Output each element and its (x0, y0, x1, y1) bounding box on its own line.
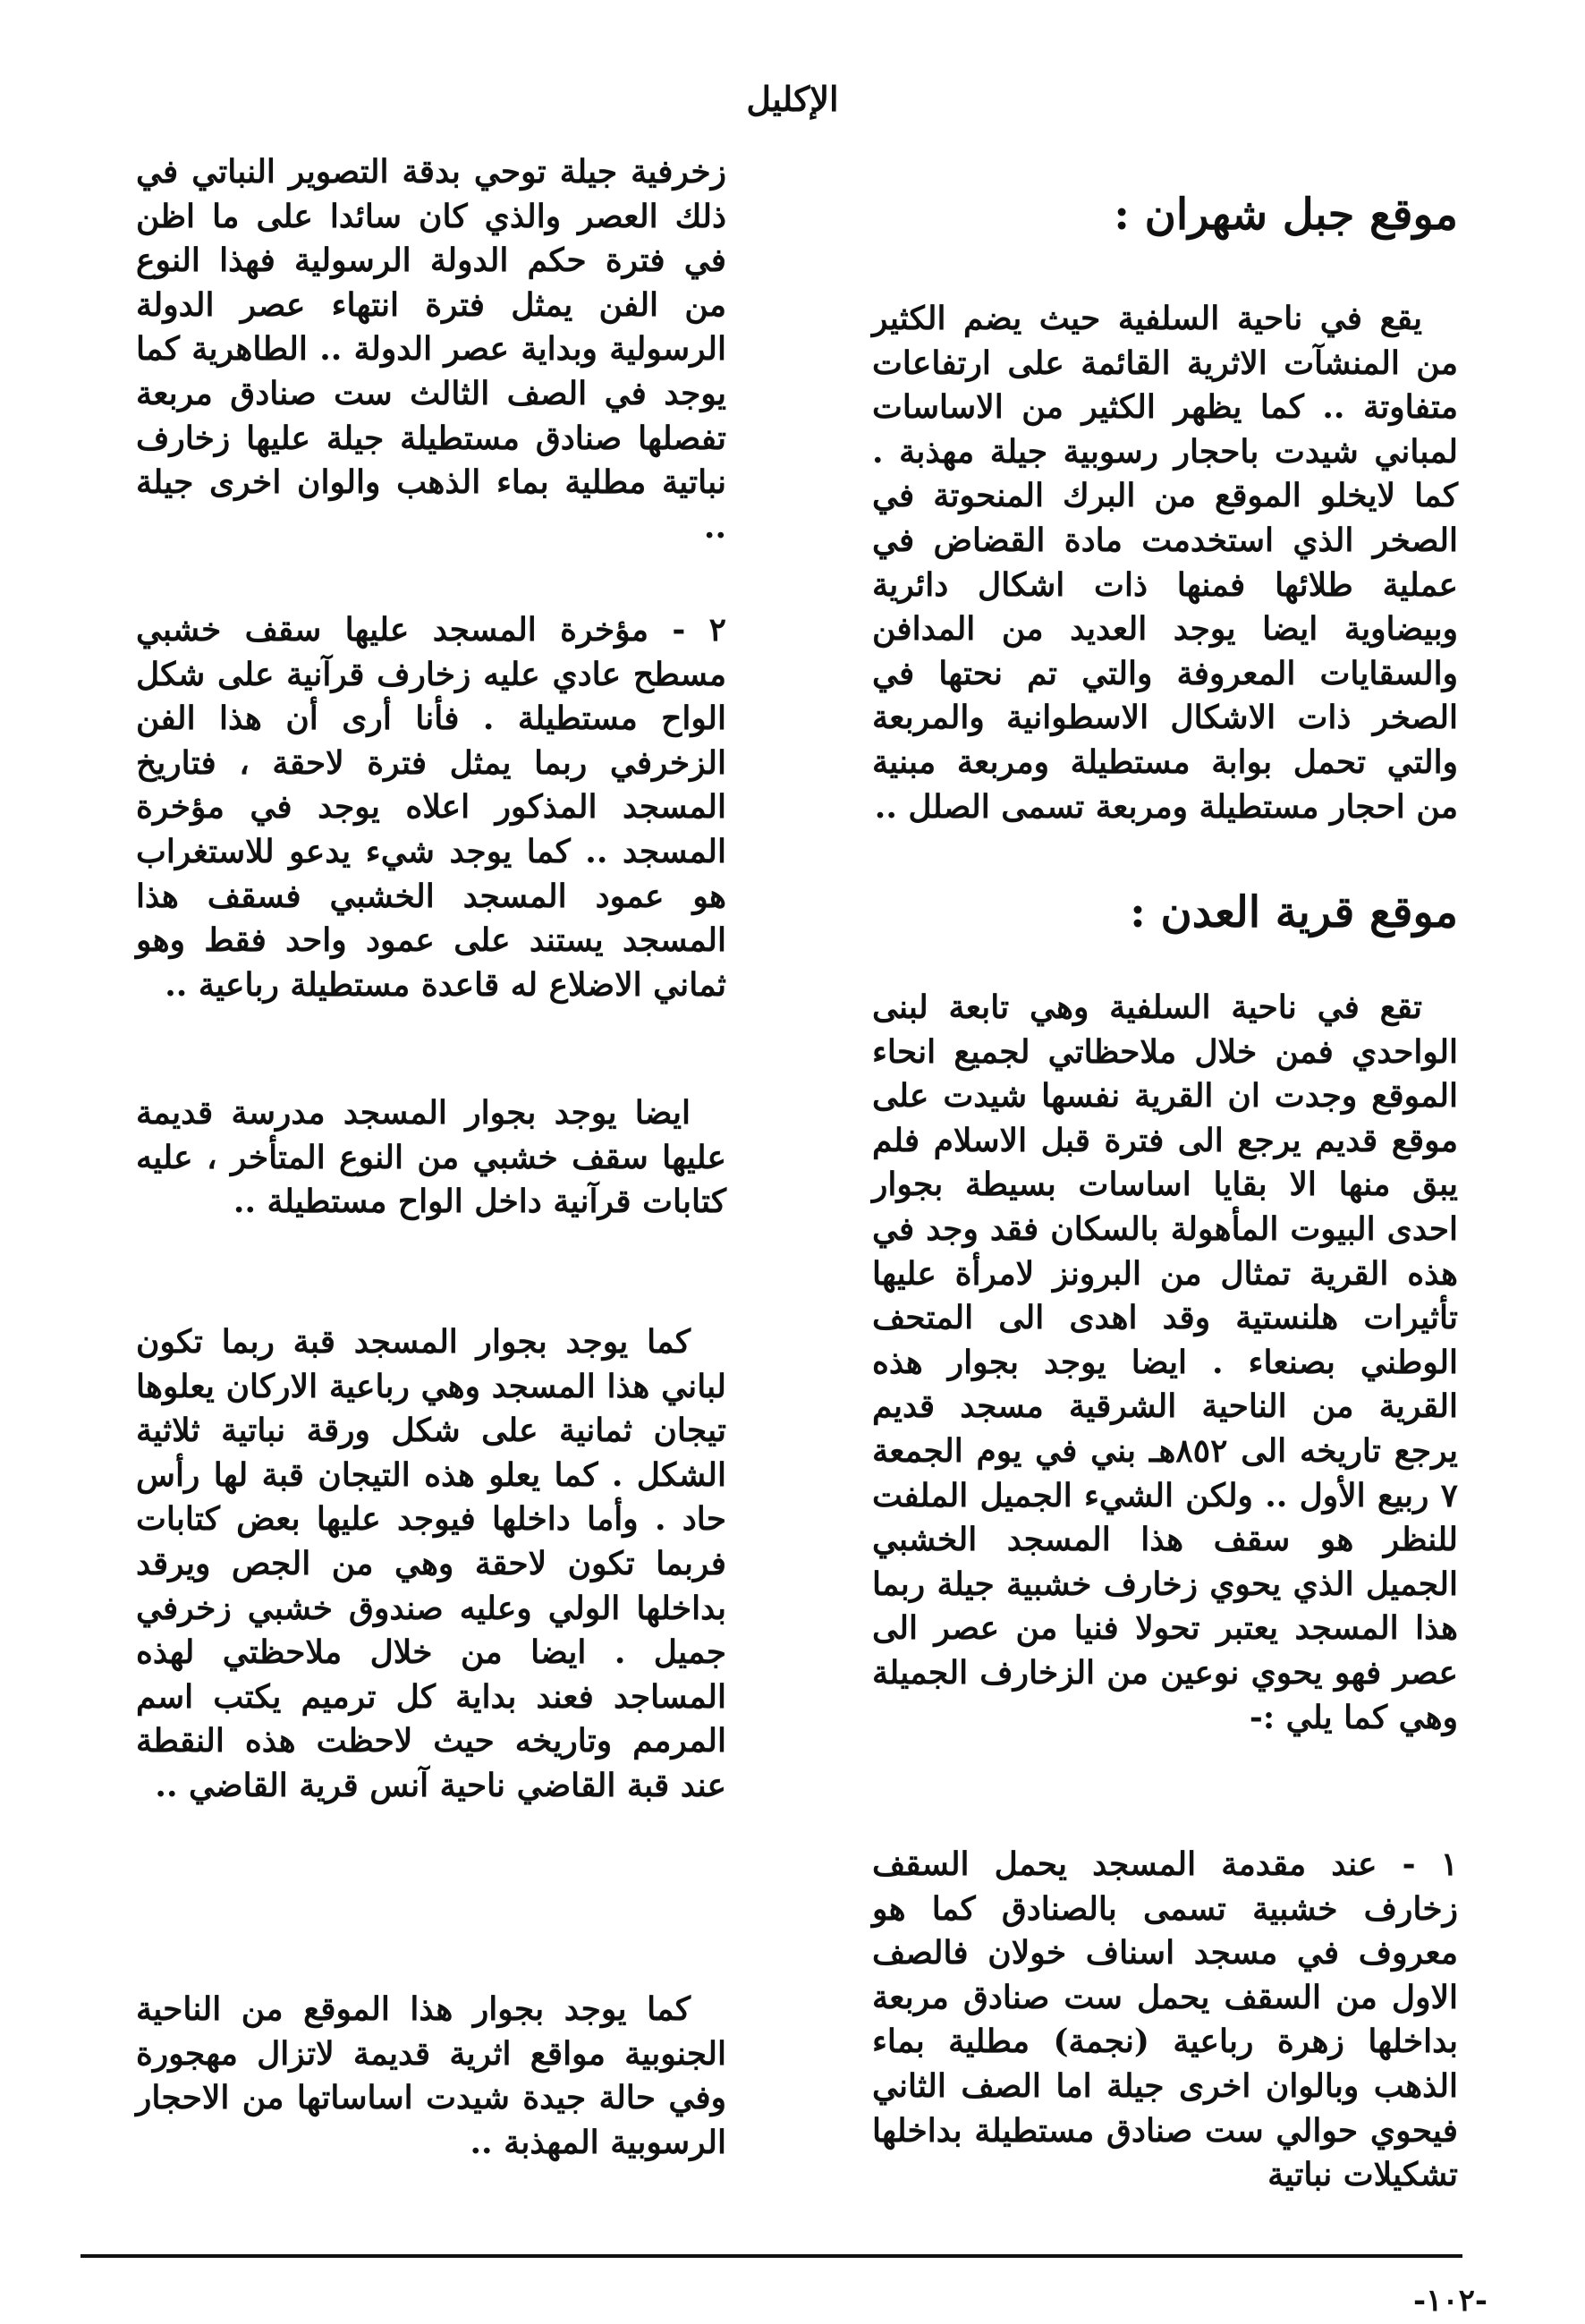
paragraph-continuation: زخرفية جيلة توحي بدقة التصوير النباتي في ذلك العصر والذي كان سائدا على ما اظن في فترة حكم الدولة الرسولية فهذا النوع من الفن يمثل فترة انتهاء عصر الدولة الرسولية وبداية عصر الدولة .. الطاهرية كما يوجد في الصف الثالث ست صنادق مربعة تفصلها صنادق مستطيلة جيلة عليها زخارف نباتية مطلية بماء الذهب والوان اخرى جيلة .. (136, 153, 726, 546)
section-heading-jabal-shahran: موقع جبل شهران : (1114, 190, 1458, 240)
running-header: الإكليل (746, 79, 839, 119)
footer-rule (81, 2254, 1462, 2258)
left-column-block-5 (136, 1988, 726, 2165)
paragraph-dome: كما يوجد بجوار المسجد قبة ربما تكون لباني هذا المسجد وهي رباعية الاركان يعلوها تيجان ثمانية على شكل ورقة نباتية ثلاثية الشكل . كما يعلو هذه التيجان قبة لها رأس حاد . وأما داخلها فيوجد عليها بعض كتابات فربما تكون لاحقة وهي من الجص ويرقد بداخلها الولي وعليه صندوق خشبي زخرفي جميل . ايضا من خلال ملاحظتي لهذه المساجد فعند بداية كل ترميم يكتب اسم المرمم وتاريخه حيث لاحظت هذه النقطة عند قبة القاضي ناحية آنس قرية القاضي .. (136, 1323, 726, 1804)
page-number: -١٠٢- (1413, 2283, 1488, 2319)
paragraph-southern-sites: كما يوجد بجوار هذا الموقع من الناحية الجنوبية مواقع اثرية قديمة لاتزال مهجورة وفي حالة جيدة شيدت اساساتها من الاحجار الرسوبية المهذبة .. (136, 1990, 726, 2161)
left-column-block-2 (136, 608, 726, 1007)
right-column-block-1 (872, 297, 1458, 829)
right-column-block-2 (872, 986, 1458, 1740)
section-heading-qaryat-aladan: موقع قرية العدن : (1130, 887, 1458, 937)
paragraph-mosque-rear: ٢ - مؤخرة المسجد عليها سقف خشبي مسطح عادي عليه زخارف قرآنية على شكل الواح مستطيلة . فأنا أرى أن هذا الفن الزخرفي ربما يمثل فترة لاحقة ، فتاريخ المسجد المذكور اعلاه يوجد في مؤخرة المسجد .. كما يوجد شيء يدعو للاستغراب هو عمود المسجد الخشبي فسقف هذا المسجد يستند على عمود واحد فقط وهو ثماني الاضلاع له قاعدة مستطيلة رباعية .. (136, 611, 726, 1004)
paragraph-old-school: ايضا يوجد بجوار المسجد مدرسة قديمة عليها سقف خشبي من النوع المتأخر ، عليه كتابات قرآنية داخل الواح مستطيلة .. (136, 1094, 726, 1221)
paragraph-jabal-shahran: يقع في ناحية السلفية حيث يضم الكثير من المنشآت الاثرية القائمة على ارتفاعات متفاوتة .. كما يظهر الكثير من الاساسات لمباني شيدت باحجار رسوبية جيلة مهذبة . كما لايخلو الموقع من البرك المنحوتة في الصخر الذي استخدمت مادة القضاض في عملية طلائها فمنها ذات اشكال دائرية وبيضاوية ايضا يوجد العديد من المدافن والسقايات المعروفة والتي تم نحتها في الصخر ذات الاشكال الاسطوانية والمربعة والتي تحمل بوابة مستطيلة ومربعة مبنية من احجار مستطيلة ومربعة تسمى الصلل .. (872, 300, 1458, 826)
left-column-block-4 (136, 1320, 726, 1809)
left-column-block-1 (136, 150, 726, 549)
left-column-block-3 (136, 1091, 726, 1225)
right-column-block-3 (872, 1843, 1458, 2198)
paragraph-mosque-front: ١ - عند مقدمة المسجد يحمل السقف زخارف خشبية تسمى بالصنادق كما هو معروف في مسجد اسناف خولان فالصف الاول من السقف يحمل ست صنادق مربعة بداخلها زهرة رباعية (نجمة) مطلية بماء الذهب وبالوان اخرى جيلة اما الصف الثاني فيحوي حوالي ست صنادق مستطيلة بداخلها تشكيلات نباتية (872, 1845, 1458, 2194)
paragraph-qaryat-aladan: تقع في ناحية السلفية وهي تابعة لبنى الواحدي فمن خلال ملاحظاتي لجميع انحاء الموقع وجدت ان القرية نفسها شيدت على موقع قديم يرجع الى فترة قبل الاسلام فلم يبق منها الا بقايا اساسات بسيطة بجوار احدى البيوت المأهولة بالسكان فقد وجد في هذه القرية تمثال من البرونز لامرأة عليها تأثيرات هلنستية وقد اهدى الى المتحف الوطني بصنعاء . ايضا يوجد بجوار هذه القرية من الناحية الشرقية مسجد قديم يرجع تاريخه الى ٨٥٢هـ بني في يوم الجمعة ٧ ربيع الأول .. ولكن الشيء الجميل الملفت للنظر هو سقف هذا المسجد الخشبي الجميل الذي يحوي زخارف خشبية جيلة ربما هذا المسجد يعتبر تحولا فنيا من عصر الى عصر فهو يحوي نوعين من الزخارف الجميلة وهي كما يلي :- (872, 988, 1458, 1736)
